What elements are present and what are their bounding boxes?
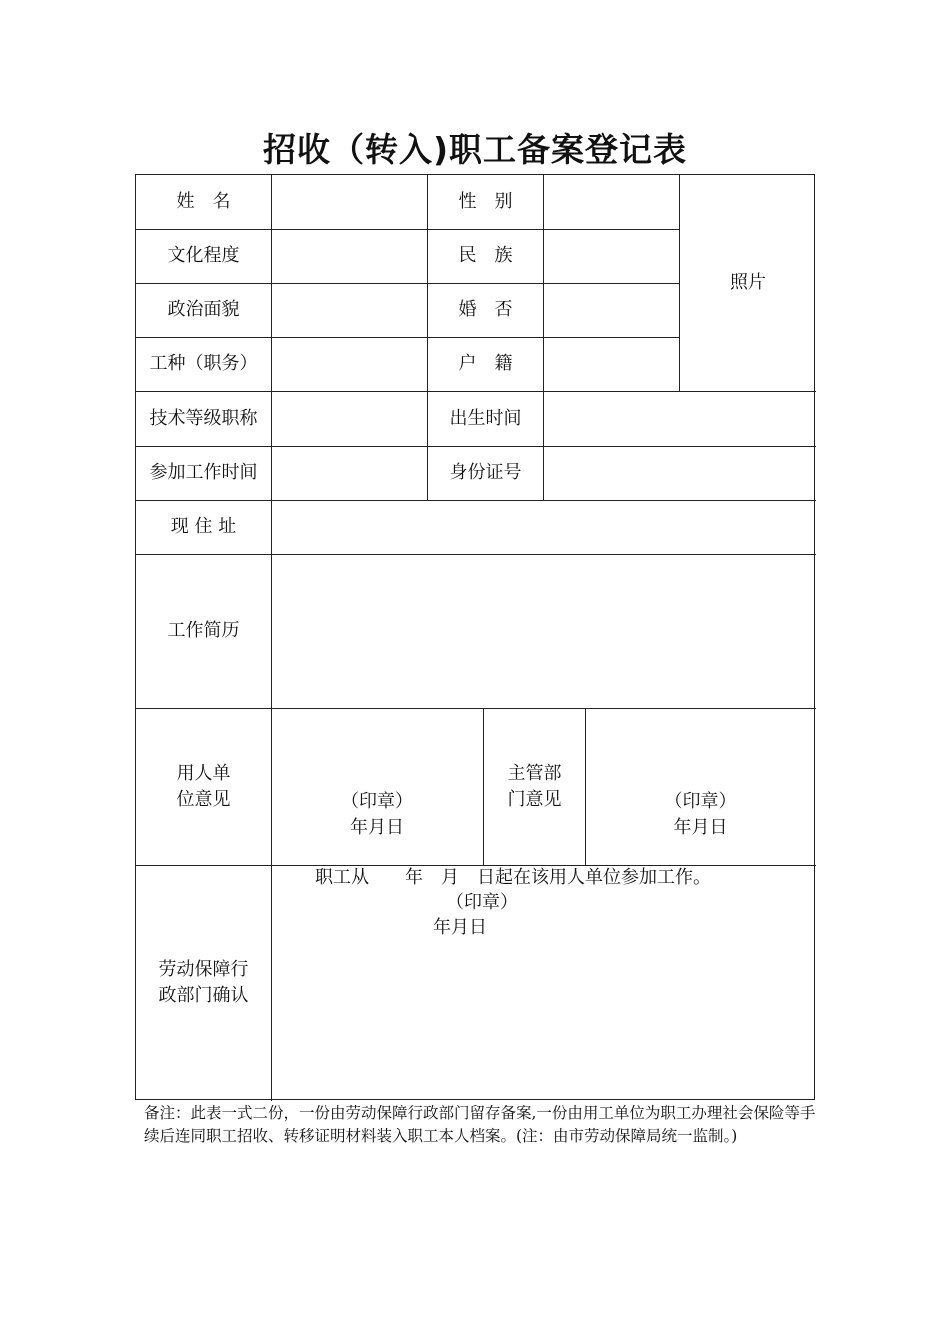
label-work-start: 参加工作时间 <box>149 462 258 483</box>
ethnicity-field[interactable] <box>544 230 678 282</box>
dept-date: 年月日 <box>673 817 728 838</box>
address-field[interactable] <box>272 501 815 553</box>
labor-confirm-label-line1: 劳动保障行 <box>158 959 249 980</box>
employer-date: 年月日 <box>350 817 404 838</box>
label-tech-title: 技术等级职称 <box>149 407 258 429</box>
politics-field[interactable] <box>272 284 426 336</box>
resume-field[interactable] <box>272 555 815 707</box>
employer-seal-block <box>272 789 482 841</box>
label-ethnicity: 民 族 <box>458 245 513 266</box>
photo-area[interactable] <box>680 175 816 391</box>
dept-opinion-label-line1: 主管部 <box>507 763 562 784</box>
labor-confirm-field[interactable] <box>272 866 815 1099</box>
label-education: 文化程度 <box>167 245 240 266</box>
dept-seal-block <box>586 789 815 841</box>
household-field[interactable] <box>544 338 678 390</box>
labor-seal: （印章） <box>446 892 518 913</box>
employer-seal: （印章） <box>341 791 413 812</box>
labor-date: 年月日 <box>433 917 487 938</box>
label-employer-opinion <box>136 761 271 813</box>
label-gender: 性 别 <box>458 191 513 212</box>
label-photo: 照片 <box>730 272 766 293</box>
footnote: 备注：此表一式二份，一份由劳动保障行政部门留存备案,一份由用工单位为职工办理社会保险等手续后连同职工招收、转移证明材料装入职工本人档案。(注：由市劳动保障局统一监制。) <box>144 1104 816 1145</box>
label-resume: 工作简历 <box>167 620 240 641</box>
label-address: 现 住 址 <box>170 516 237 537</box>
label-birth-time: 出生时间 <box>449 407 522 429</box>
work-start-field[interactable] <box>272 447 426 499</box>
dept-opinion-label-line2: 门意见 <box>507 789 562 810</box>
marital-field[interactable] <box>544 284 678 336</box>
job-type-field[interactable] <box>272 338 426 390</box>
registration-form-table <box>135 174 815 1100</box>
label-labor-confirm <box>136 957 271 1009</box>
label-name: 姓 名 <box>176 191 231 212</box>
label-household: 户 籍 <box>458 353 513 374</box>
employer-opinion-label-line1: 用人单 <box>176 763 231 784</box>
label-job-type: 工种（职务） <box>149 353 258 374</box>
label-dept-opinion <box>484 761 585 813</box>
gender-field[interactable] <box>544 176 678 228</box>
labor-statement: 职工从 年 月 日起在该用人单位参加工作。 <box>315 867 711 888</box>
label-marital: 婚 否 <box>458 299 513 320</box>
id-number-field[interactable] <box>544 447 815 499</box>
label-id-number: 身份证号 <box>449 462 522 483</box>
education-field[interactable] <box>272 230 426 282</box>
labor-confirm-label-line2: 政部门确认 <box>158 985 249 1006</box>
label-politics: 政治面貌 <box>167 299 240 320</box>
tech-title-field[interactable] <box>272 392 426 445</box>
form-title: 招收（转入)职工备案登记表 <box>262 130 688 169</box>
employer-opinion-label-line2: 位意见 <box>176 789 231 810</box>
name-field[interactable] <box>272 176 426 228</box>
birth-time-field[interactable] <box>544 392 815 445</box>
dept-seal: （印章） <box>664 791 737 812</box>
